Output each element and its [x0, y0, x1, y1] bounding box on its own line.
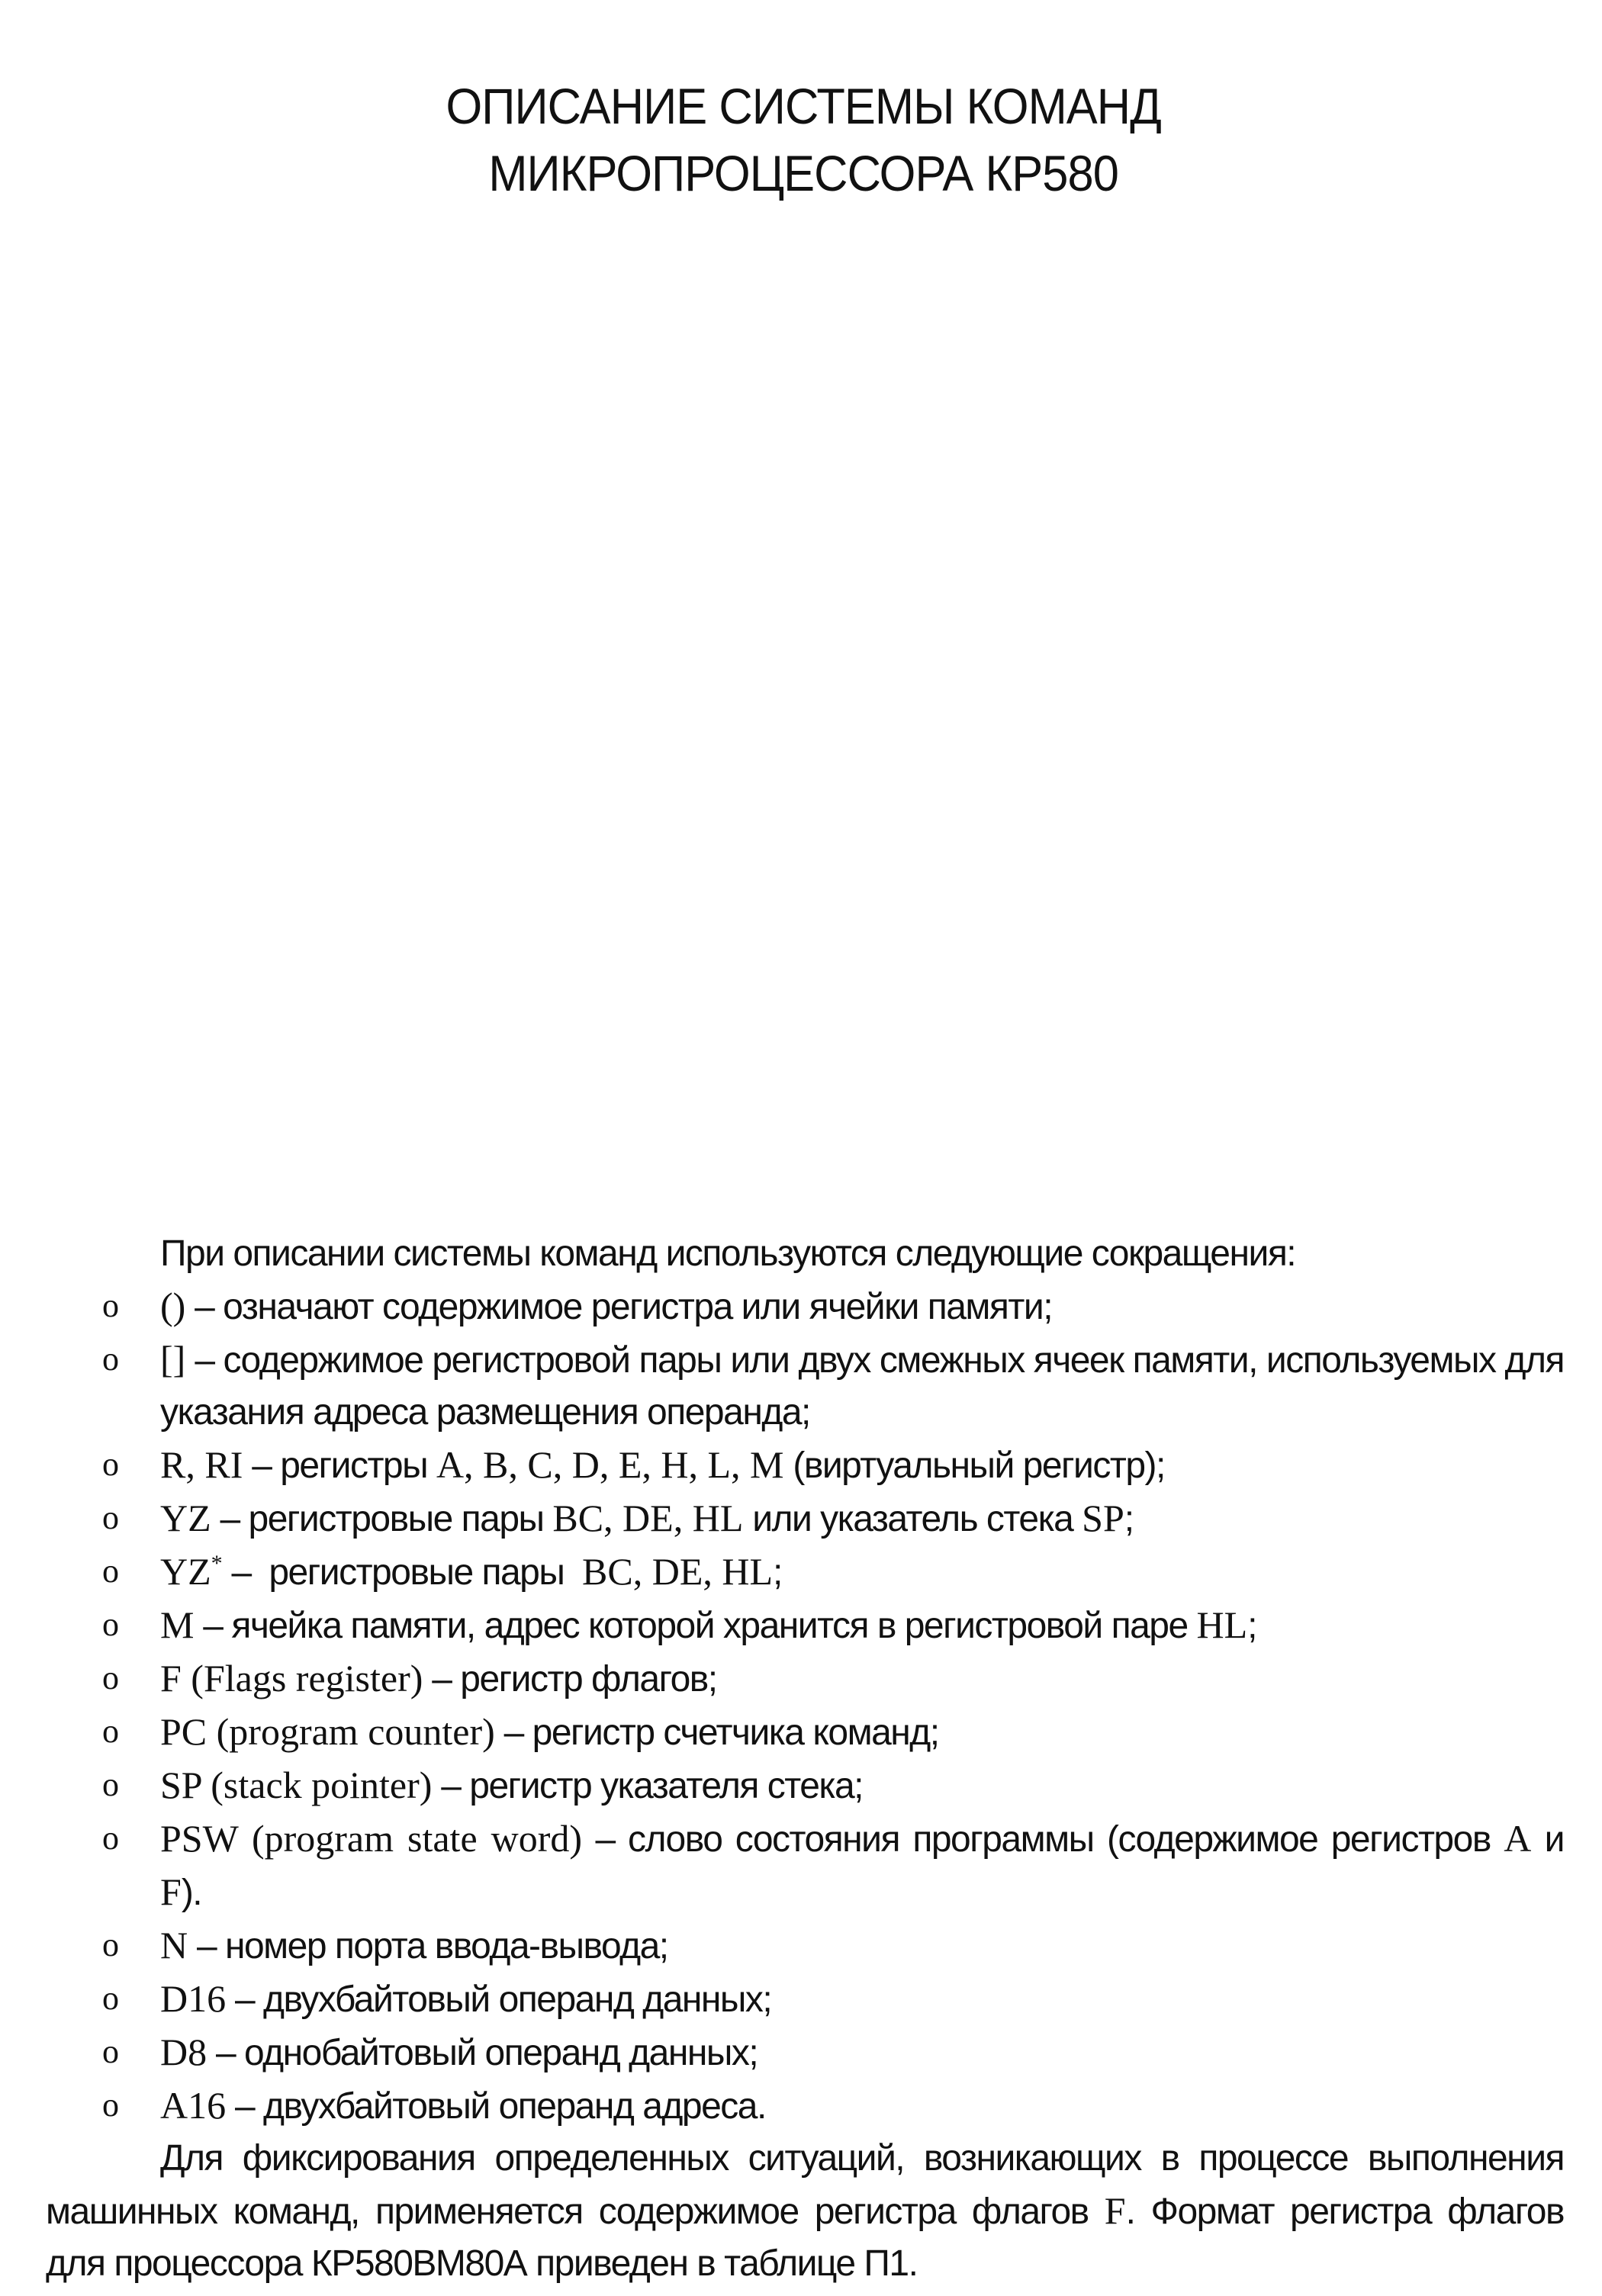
symbol: SP (stack pointer)	[160, 1764, 433, 1806]
description: ).	[181, 1873, 202, 1913]
list-item	[46, 1545, 1564, 1599]
description: – означают содержимое регистра или ячейки памяти;	[185, 1287, 1053, 1327]
flags-paragraph	[46, 2133, 1564, 2290]
bullet-icon: o	[102, 1606, 119, 1643]
description: и	[1531, 1819, 1564, 1860]
symbol: A	[1504, 1817, 1532, 1860]
bullet-icon: o	[102, 1499, 119, 1536]
flags-paragraph-text: . Формат регистра флагов для процессора КР580ВМ80А приведен в таблице П1.	[46, 2191, 1564, 2284]
description: ;	[1247, 1606, 1256, 1646]
bullet-icon: o	[102, 1979, 119, 2017]
symbol: ()	[160, 1285, 186, 1327]
symbol: F	[160, 1870, 182, 1913]
abbreviations-section	[46, 1228, 1564, 2290]
symbol: []	[160, 1338, 186, 1381]
abbreviation-list	[46, 1280, 1564, 2133]
bullet-icon: o	[102, 2033, 119, 2070]
symbol: HL	[1196, 1603, 1248, 1646]
bullet-icon: o	[102, 1445, 119, 1483]
page-title-line-2: МИКРОПРОЦЕССОРА КР580	[488, 145, 1118, 201]
description: – регистр счетчика команд;	[494, 1712, 939, 1753]
description: ;	[773, 1552, 782, 1593]
bullet-icon: o	[102, 1819, 119, 1857]
description: или указатель стека	[743, 1499, 1082, 1539]
description: – двухбайтовый операнд данных;	[226, 1979, 772, 2020]
description: – содержимое регистровой пары или двух смежных ячеек памяти, используемых для указания адреса размещения операнда;	[160, 1340, 1564, 1433]
page-title	[59, 72, 1549, 207]
list-item	[46, 1492, 1564, 1545]
symbol: BC, DE, HL	[582, 1550, 774, 1593]
list-item	[46, 2079, 1564, 2133]
list-item	[46, 1973, 1564, 2026]
description: – регистровые пары	[222, 1552, 583, 1593]
bullet-icon: o	[102, 1287, 119, 1324]
bullet-icon: o	[102, 2086, 119, 2124]
bullet-icon: o	[102, 1552, 119, 1590]
symbol: A16	[160, 2084, 227, 2127]
symbol: BC, DE, HL	[552, 1497, 744, 1539]
description: – регистр флагов;	[423, 1659, 717, 1699]
symbol: SP	[1082, 1497, 1124, 1539]
flags-paragraph-text: Для фиксирования определенных ситуаций, возникающих в процессе выполнения машинных команд, применяется содержимое регистра флагов	[46, 2138, 1564, 2232]
list-item	[46, 2026, 1564, 2079]
list-item	[46, 1759, 1564, 1812]
list-item	[46, 1652, 1564, 1706]
bullet-icon: o	[102, 1766, 119, 1803]
list-item	[46, 1919, 1564, 1973]
symbol: M	[160, 1603, 195, 1646]
superscript: *	[211, 1551, 223, 1576]
bullet-icon: o	[102, 1712, 119, 1750]
symbol: N	[160, 1924, 188, 1966]
symbol: F	[1104, 2189, 1126, 2232]
symbol: F (Flags register)	[160, 1657, 423, 1699]
symbol: R, RI	[160, 1443, 243, 1486]
description: – номер порта ввода-вывода;	[188, 1926, 668, 1966]
description: – двухбайтовый операнд адреса.	[226, 2086, 766, 2127]
description: – слово состояния программы (содержимое регистров	[582, 1819, 1504, 1860]
description: ;	[1124, 1499, 1134, 1539]
list-item	[46, 1812, 1564, 1919]
description: – регистр указателя стека;	[432, 1766, 863, 1806]
description: – регистровые пары	[211, 1499, 553, 1539]
symbol: YZ	[160, 1550, 211, 1593]
list-item	[46, 1333, 1564, 1439]
list-item	[46, 1599, 1564, 1652]
symbol: A, B, C, D, E, H, L, M	[436, 1443, 784, 1486]
symbol: D8	[160, 2031, 207, 2073]
page-title-line-1: ОПИСАНИЕ СИСТЕМЫ КОМАНД	[446, 78, 1161, 134]
bullet-icon: o	[102, 1340, 119, 1378]
list-item	[46, 1439, 1564, 1492]
bullet-icon: o	[102, 1926, 119, 1963]
list-item	[46, 1280, 1564, 1333]
description: – ячейка памяти, адрес которой хранится в регистровой паре	[194, 1606, 1197, 1646]
list-item	[46, 1706, 1564, 1759]
description: – регистры	[243, 1445, 436, 1486]
symbol: PC (program counter)	[160, 1710, 495, 1753]
bullet-icon: o	[102, 1659, 119, 1696]
symbol: D16	[160, 1977, 227, 2020]
symbol: YZ	[160, 1497, 211, 1539]
intro-paragraph: При описании системы команд используются следующие сокращения:	[160, 1233, 1296, 1274]
description: (виртуальный регистр);	[783, 1445, 1165, 1486]
description: – однобайтовый операнд данных;	[207, 2033, 758, 2073]
symbol: PSW (program state word)	[160, 1817, 583, 1860]
